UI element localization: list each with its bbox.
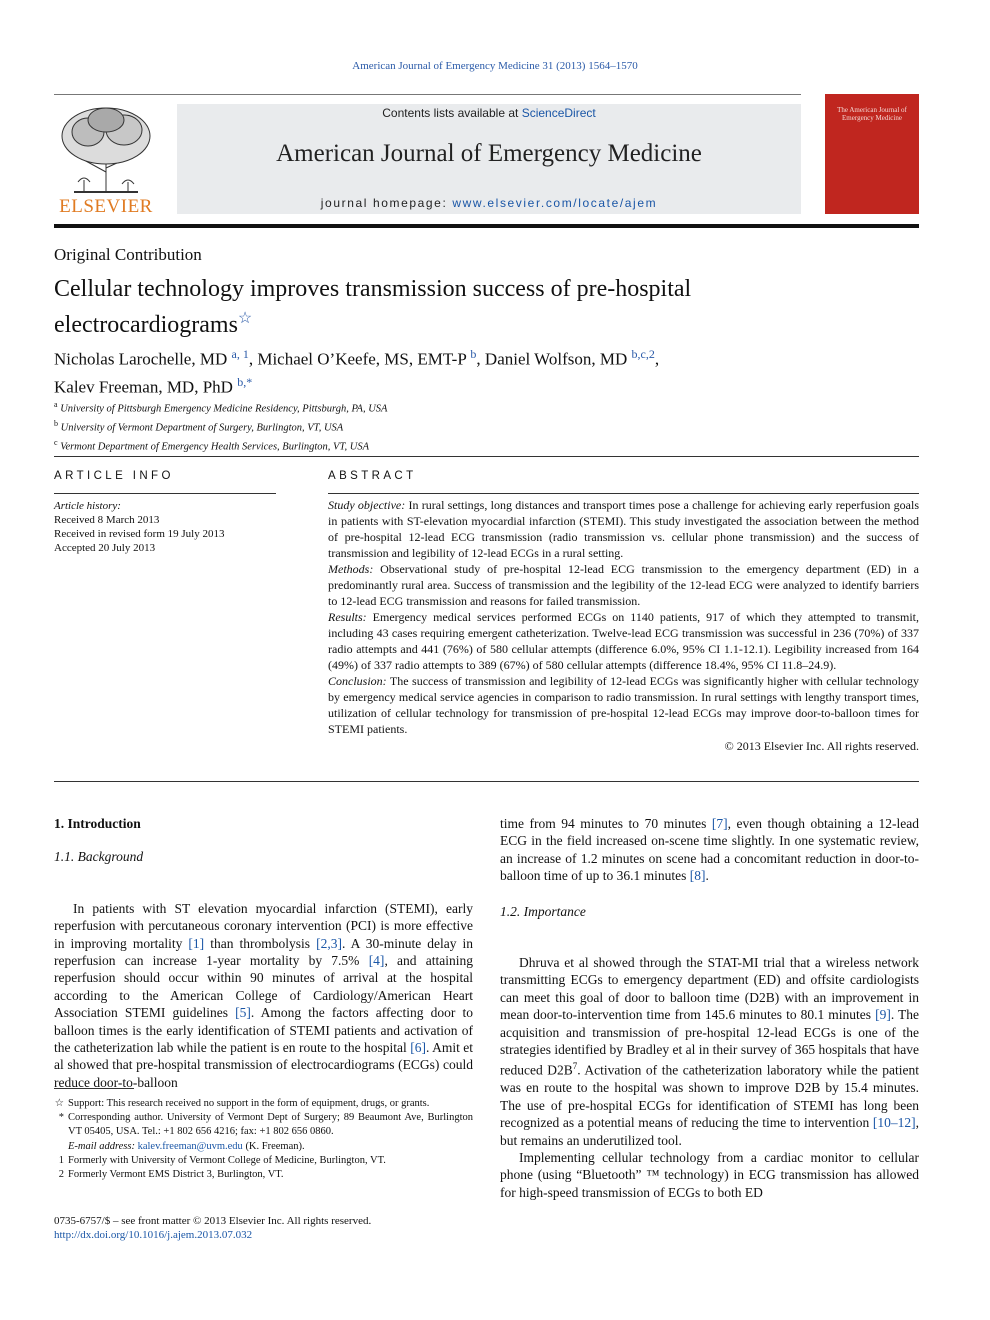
body-text: . Amit et al showed that pre-hospital transmission of electrocardiograms (ECGs) could reduce door-to-balloon bbox=[54, 1040, 474, 1090]
footnote-item bbox=[54, 1154, 473, 1168]
affiliations bbox=[54, 398, 854, 455]
body-text: , but remains an underutilized tool. bbox=[500, 1115, 920, 1148]
article-info bbox=[54, 470, 276, 555]
revised-date: Received in revised form 19 July 2013 bbox=[54, 528, 225, 540]
abstract-label: Conclusion: bbox=[328, 674, 387, 688]
author-name[interactable]: Michael O’Keefe, MS, EMT-P bbox=[257, 349, 467, 369]
publisher-logo-text: ELSEVIER bbox=[59, 196, 153, 217]
journal-title: American Journal of Emergency Medicine bbox=[276, 140, 702, 167]
citation-link[interactable]: [7] bbox=[711, 816, 728, 831]
abstract-copyright: © 2013 Elsevier Inc. All rights reserved. bbox=[724, 739, 919, 753]
footnote-email bbox=[68, 1140, 473, 1154]
abstract-paragraph: In rural settings, long distances and transport times pose a challenge for achieving early reperfusion goals in patients with ST-elevation myocardial infarction (STEMI). This study investigated the association between the method of pre-hospital 12-lead ECG transmission (radio transmission vs. cellular phone transmission) and the success of transmission and legibility of 12-lead ECGs in a rural setting. bbox=[328, 498, 919, 560]
footnote-item bbox=[54, 1097, 473, 1111]
contents-line bbox=[177, 106, 801, 120]
history-label: Article history: bbox=[54, 500, 121, 512]
title-footnote-mark[interactable]: ☆ bbox=[237, 310, 253, 327]
footnote-rule bbox=[54, 1088, 134, 1089]
author-affil-mark[interactable]: b,* bbox=[237, 374, 253, 389]
citation-link[interactable]: [1] bbox=[188, 935, 205, 951]
affiliation-text: University of Vermont Department of Surgery, Burlington, VT, USA bbox=[60, 422, 344, 434]
section-type: Original Contribution bbox=[54, 245, 202, 264]
footnote-item bbox=[54, 1140, 473, 1154]
abstract-label: Study objective: bbox=[328, 498, 406, 512]
header-bottom-rule bbox=[54, 224, 919, 228]
title-line-2: electrocardiograms bbox=[54, 312, 238, 338]
abstract-section bbox=[328, 470, 919, 754]
author-name[interactable]: Nicholas Larochelle, MD bbox=[54, 349, 228, 369]
footnote-text: Corresponding author. University of Vermont Dept of Surgery; 89 Beaumont Ave, Burlington VT 05405, USA. Tel.: +1 802 656 4216; fax: +1 802 656 0860. bbox=[68, 1112, 473, 1138]
footnote-item bbox=[54, 1111, 473, 1139]
homepage-link[interactable]: www.elsevier.com/locate/ajem bbox=[452, 196, 658, 210]
email-label: E-mail address: bbox=[68, 1140, 135, 1152]
body-text: . Activation of the catheterization laboratory while the patient was en route to the hospital was shown to improve D2B by 15.4 minutes. The use of pre-hospital ECGs for identification of STEMI has long been recognized as a potential means of reducing the time to intervention bbox=[500, 1062, 919, 1131]
doi-link[interactable]: http://dx.doi.org/10.1016/j.ajem.2013.07.032 bbox=[54, 1229, 253, 1241]
footnote-mark: ☆ bbox=[54, 1098, 64, 1109]
journal-banner bbox=[177, 104, 801, 214]
affiliation-item bbox=[54, 398, 854, 417]
body-text: . bbox=[705, 868, 709, 884]
footnote-text: Formerly Vermont EMS District 3, Burlington, VT. bbox=[68, 1169, 284, 1181]
citation-link[interactable]: [9] bbox=[875, 1007, 891, 1023]
footnote-text: Formerly with University of Vermont College of Medicine, Burlington, VT. bbox=[68, 1154, 386, 1166]
subsection-heading-background: 1.1. Background bbox=[54, 849, 144, 865]
citation-link[interactable]: [4] bbox=[368, 953, 385, 969]
front-matter bbox=[54, 1214, 473, 1242]
contents-prefix: Contents lists available at bbox=[382, 106, 519, 120]
body-column-left bbox=[54, 815, 473, 1091]
body-text: . Among the factors affecting door to balloon times is the early identification of STEMI patients and activation of the catheterization lab while the patient is en route to the hospital bbox=[54, 1005, 474, 1056]
abstract-heading: ABSTRACT bbox=[328, 470, 417, 482]
issn-line: 0735-6757/$ – see front matter © 2013 Elsevier Inc. All rights reserved. bbox=[54, 1215, 372, 1227]
footnote-text: Support: This research received no support in the form of equipment, drugs, or grants. bbox=[68, 1098, 430, 1109]
affiliation-mark: a bbox=[54, 400, 58, 409]
superscript-ref: 7 bbox=[572, 1061, 578, 1072]
abstract-label: Methods: bbox=[328, 562, 374, 576]
body-text: Dhruva et al showed through the STAT-MI trial that a wireless network transmitting ECGs to emergency department (ED) and offsite cardiologists can meet this goal of door to balloon time (D2B) with an improvement in mean door-to-intervention time from 145.6 minutes to 80.1 minutes bbox=[500, 955, 919, 1023]
affiliation-mark: b bbox=[54, 419, 58, 428]
tree-logo-icon bbox=[54, 102, 158, 194]
heading-spacer bbox=[54, 882, 473, 900]
article-info-top-rule bbox=[54, 456, 919, 457]
citation-link[interactable]: [5] bbox=[235, 1005, 251, 1021]
email-suffix: (K. Freeman). bbox=[245, 1140, 305, 1152]
footnote-mark: * bbox=[58, 1112, 64, 1124]
elsevier-logo[interactable] bbox=[54, 102, 158, 218]
author-affil-mark[interactable]: b bbox=[470, 347, 477, 361]
author-name[interactable]: Kalev Freeman, MD, PhD bbox=[54, 377, 233, 397]
sciencedirect-link[interactable]: ScienceDirect bbox=[521, 106, 596, 120]
article-info-rule bbox=[54, 493, 276, 494]
background-paragraph bbox=[54, 900, 473, 1091]
abstract-conclusion bbox=[328, 673, 919, 737]
section-heading-introduction: 1. Introduction bbox=[54, 816, 141, 831]
body-column-right bbox=[500, 815, 919, 1201]
footnote-mark: 2 bbox=[58, 1169, 64, 1181]
affiliation-mark: c bbox=[54, 438, 58, 447]
abstract-paragraph: The success of transmission and legibility of 12-lead ECGs was significantly higher with cellular technology by emergency medical service agencies in comparison to radio transmission. In rural settings with lengthy transport times, utilization of cellular technology for transmission of pre-hospital 12-lead ECGs may improve door-to-balloon times for STEMI patients. bbox=[328, 674, 919, 736]
body-text: In patients with ST elevation myocardial infarction (STEMI), early reperfusion with percutaneous coronary intervention (PCI) is more effective in improving mortality bbox=[54, 900, 473, 951]
subsection-heading-importance: 1.2. Importance bbox=[500, 903, 586, 919]
header-top-rule bbox=[54, 94, 801, 95]
abstract-bottom-rule bbox=[54, 781, 919, 782]
affiliation-text: University of Pittsburgh Emergency Medicine Residency, Pittsburgh, PA, USA bbox=[60, 403, 388, 415]
body-text: , and attaining reperfusion should occur within 90 minutes of arrival at the hospital according to the American College of Cardiology/American Heart Association STEMI guidelines bbox=[54, 953, 474, 1021]
homepage-line bbox=[177, 196, 801, 210]
abstract-results bbox=[328, 609, 919, 673]
article-history bbox=[54, 499, 276, 555]
importance-paragraph bbox=[500, 1149, 919, 1201]
section-spacer bbox=[500, 885, 919, 903]
author-separator: , bbox=[654, 349, 660, 369]
affiliation-text: Vermont Department of Emergency Health Services, Burlington, VT, USA bbox=[60, 441, 369, 453]
abstract-label: Results: bbox=[328, 610, 367, 624]
author-name[interactable]: Daniel Wolfson, MD bbox=[484, 349, 628, 369]
author-affil-mark[interactable]: b,c,2 bbox=[631, 347, 655, 361]
article-title bbox=[54, 275, 854, 340]
running-head[interactable]: American Journal of Emergency Medicine 31 (2013) 1564–1570 bbox=[352, 60, 638, 72]
affiliation-item bbox=[54, 417, 854, 436]
citation-link[interactable]: [2,3] bbox=[316, 935, 342, 951]
abstract-paragraph: Emergency medical services performed ECGs on 1140 patients, 917 of which they attempted to transmit, including 43 cases requiring emergent catheterization. Twelve-lead ECG transmission was successful in 236 (70%) of 337 radio attempts and 441 (76%) of 580 cellular attempts (difference 6.0%, 95% CI 1.1-12.1). Legibility increased from 164 (49%) of 337 radio attempts to 389 (67%) of 580 cellular attempts (difference 18.4%, 95% CI 11.8–24.9). bbox=[328, 610, 920, 672]
article-info-heading: ARTICLE INFO bbox=[54, 470, 174, 482]
body-text: Implementing cellular technology from a cardiac monitor to cellular phone (using “Bluetooth” ™ technology) in ECG transmission has allowed for high-speed transmission of ECGs to both ED bbox=[500, 1150, 919, 1200]
citation-link[interactable]: [8] bbox=[689, 868, 706, 884]
journal-cover-image[interactable] bbox=[825, 94, 919, 214]
body-text: . The acquisition and transmission of pre-hospital 12-lead ECGs is one of the strategies identified by Bradley et al in their survey of 365 hospitals that have reduced D2B bbox=[500, 1007, 919, 1078]
author-list bbox=[54, 343, 854, 398]
citation-link[interactable]: [6] bbox=[410, 1040, 426, 1056]
footnotes bbox=[54, 1097, 473, 1182]
title-line-1: Cellular technology improves transmission success of pre-hospital bbox=[54, 276, 692, 302]
received-date: Received 8 March 2013 bbox=[54, 514, 160, 526]
body-text: , even though obtaining a 12-lead ECG in the field increased on-scene time slightly. In one systematic review, an increase of 1.2 minutes on scene had a concomitant reduction in door-to-balloon time of up to 36.1 minutes bbox=[500, 816, 919, 884]
body-text: time from 94 minutes to 70 minutes bbox=[500, 816, 707, 831]
importance-paragraph bbox=[500, 954, 919, 1149]
abstract-rule bbox=[328, 493, 919, 494]
author-separator: , bbox=[476, 349, 485, 369]
citation-link[interactable]: [10–12] bbox=[872, 1115, 916, 1131]
footnote-mark bbox=[54, 1140, 68, 1154]
abstract-paragraph: Observational study of pre-hospital 12-lead ECG transmission to the emergency department (ED) in a predominantly rural area. Success of transmission and the legibility of the 12-lead ECG were analyzed to identify barriers to 12-lead ECG transmission and reasons for failed transmission. bbox=[328, 562, 919, 608]
affiliation-item bbox=[54, 436, 854, 455]
accepted-date: Accepted 20 July 2013 bbox=[54, 542, 156, 554]
abstract-objective bbox=[328, 497, 919, 561]
footnote-mark: 1 bbox=[58, 1154, 64, 1166]
email-link[interactable]: kalev.freeman@uvm.edu bbox=[137, 1140, 243, 1152]
footnote-item bbox=[54, 1168, 473, 1182]
author-separator: , bbox=[248, 349, 258, 369]
cover-title: The American Journal of Emergency Medicine bbox=[837, 106, 907, 122]
homepage-prefix: journal homepage: bbox=[320, 196, 448, 210]
abstract-methods bbox=[328, 561, 919, 609]
journal-header bbox=[54, 94, 919, 220]
body-text: . A 30-minute delay in reperfusion can increase 1-year mortality by 7.5% bbox=[54, 935, 474, 969]
abstract-text bbox=[328, 497, 919, 737]
author-affil-mark[interactable]: a, 1 bbox=[231, 347, 249, 361]
body-text: than thrombolysis bbox=[210, 935, 311, 951]
background-paragraph-continued bbox=[500, 815, 919, 885]
heading-spacer bbox=[500, 936, 919, 954]
